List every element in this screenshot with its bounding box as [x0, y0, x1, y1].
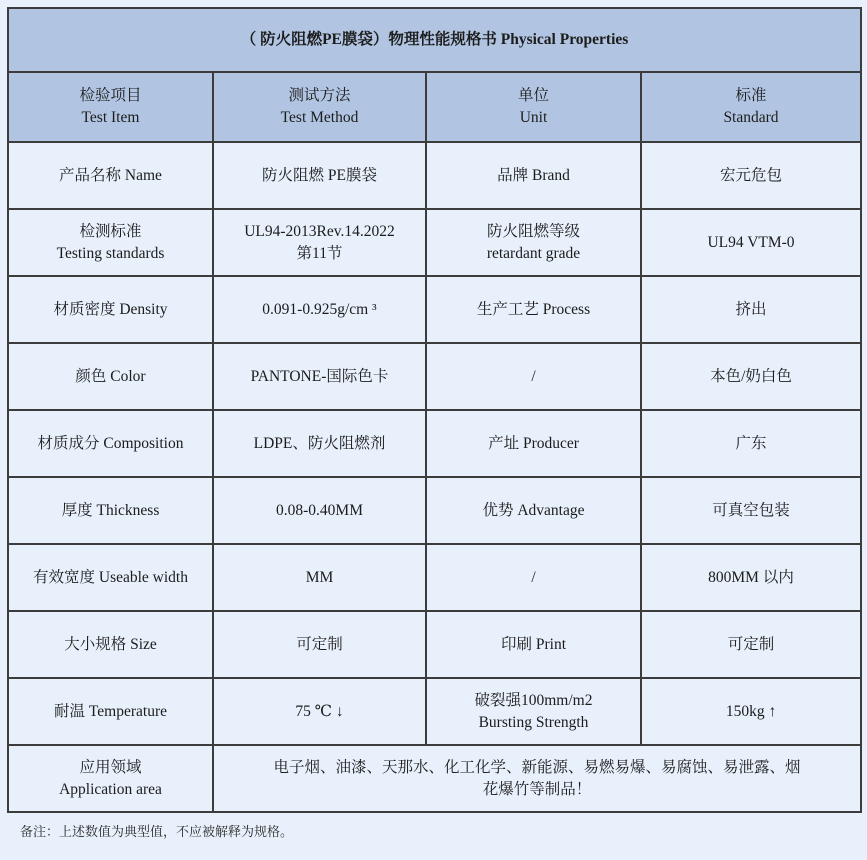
cell-method — [213, 343, 426, 410]
cell-text: 破裂强100mm/m2 — [474, 691, 593, 709]
cell-text: / — [531, 568, 536, 586]
cell-unit — [426, 611, 641, 678]
application-text: 电子烟、油漆、天那水、化工化学、新能源、易燃易爆、易腐蚀、易泄露、烟 花爆竹等制品！ — [213, 745, 861, 812]
cell-text: 广东 — [735, 434, 767, 452]
application-row — [8, 745, 861, 812]
table-row — [8, 343, 861, 410]
cell-text: 挤出 — [735, 300, 767, 318]
application-label: 应用领域 Application area — [8, 745, 213, 812]
cell-method — [213, 678, 426, 745]
cell-text: PANTONE-国际色卡 — [250, 367, 389, 385]
cell-unit — [426, 477, 641, 544]
cell-item — [8, 477, 213, 544]
table-row — [8, 209, 861, 276]
cell-standard — [641, 209, 861, 276]
cell-standard — [641, 611, 861, 678]
cell-standard — [641, 410, 861, 477]
title-row — [8, 8, 861, 72]
cell-text: 800MM 以内 — [708, 568, 794, 586]
spec-sheet — [7, 7, 860, 813]
cell-item — [8, 678, 213, 745]
header-test-method: 测试方法 Test Method — [213, 72, 426, 142]
cell-text: UL94 VTM-0 — [707, 233, 795, 251]
cell-unit — [426, 410, 641, 477]
table-row — [8, 611, 861, 678]
cell-method — [213, 477, 426, 544]
table-row — [8, 544, 861, 611]
cell-text: / — [531, 367, 536, 385]
cell-text: 颜色 Color — [75, 367, 146, 385]
cell-unit — [426, 343, 641, 410]
cell-text: 印刷 Print — [500, 635, 567, 653]
cell-text: 可真空包装 — [712, 501, 790, 519]
cell-text: 大小规格 Size — [64, 635, 157, 653]
table-row — [8, 678, 861, 745]
header-standard: 标准 Standard — [641, 72, 861, 142]
cell-standard — [641, 678, 861, 745]
cell-text: 材质密度 Density — [53, 300, 168, 318]
cell-item — [8, 343, 213, 410]
cell-method — [213, 276, 426, 343]
cell-text: 本色/奶白色 — [710, 367, 792, 385]
cell-item — [8, 544, 213, 611]
cell-unit — [426, 276, 641, 343]
header-unit: 单位 Unit — [426, 72, 641, 142]
table-row — [8, 410, 861, 477]
cell-item — [8, 209, 213, 276]
cell-unit — [426, 678, 641, 745]
cell-unit — [426, 209, 641, 276]
cell-text: 0.08-0.40MM — [276, 501, 363, 519]
cell-text: 品牌 Brand — [497, 166, 570, 184]
cell-text: 150kg ↑ — [725, 702, 777, 720]
cell-method — [213, 410, 426, 477]
table-row — [8, 142, 861, 209]
cell-text: 有效宽度 Useable width — [33, 568, 188, 586]
table-title: （ 防火阻燃PE膜袋）物理性能规格书 Physical Properties — [8, 8, 861, 72]
cell-text: 耐温 Temperature — [54, 702, 167, 720]
cell-text: 生产工艺 Process — [476, 300, 591, 318]
cell-item — [8, 142, 213, 209]
cell-method — [213, 544, 426, 611]
cell-unit — [426, 142, 641, 209]
cell-text: MM — [305, 568, 334, 586]
cell-standard — [641, 276, 861, 343]
cell-standard — [641, 343, 861, 410]
cell-text: retardant grade — [486, 244, 581, 262]
cell-text: 产品名称 Name — [59, 166, 162, 184]
cell-text: Testing standards — [56, 244, 165, 262]
cell-text: 75 ℃ ↓ — [295, 702, 344, 720]
cell-text: 厚度 Thickness — [61, 501, 160, 519]
cell-text: 优势 Advantage — [482, 501, 585, 519]
cell-text: 可定制 — [727, 635, 775, 653]
footnote: 备注：上述数值为典型值，不应被解释为规格。 — [20, 824, 294, 839]
cell-item — [8, 611, 213, 678]
table-row — [8, 276, 861, 343]
cell-text: 0.091-0.925g/cm ³ — [262, 300, 377, 318]
header-test-item: 检验项目 Test Item — [8, 72, 213, 142]
cell-standard — [641, 477, 861, 544]
cell-text: 材质成分 Composition — [37, 434, 184, 452]
cell-text: 产址 Producer — [488, 434, 579, 452]
cell-standard — [641, 544, 861, 611]
properties-table — [7, 7, 862, 813]
cell-standard — [641, 142, 861, 209]
cell-text: 防火阻燃 PE膜袋 — [262, 166, 377, 184]
header-row — [8, 72, 861, 142]
table-row — [8, 477, 861, 544]
cell-item — [8, 410, 213, 477]
cell-text: 可定制 — [296, 635, 343, 653]
cell-text: 检测标准 — [79, 222, 142, 240]
cell-method — [213, 209, 426, 276]
cell-item — [8, 276, 213, 343]
cell-method — [213, 142, 426, 209]
cell-text: 第11节 — [296, 244, 343, 262]
cell-method — [213, 611, 426, 678]
cell-text: Bursting Strength — [478, 713, 589, 731]
cell-text: LDPE、防火阻燃剂 — [253, 434, 386, 452]
cell-text: 宏元危包 — [719, 166, 782, 184]
cell-unit — [426, 544, 641, 611]
cell-text: 防火阻燃等级 — [486, 222, 580, 240]
cell-text: UL94-2013Rev.14.2022 — [244, 222, 395, 240]
